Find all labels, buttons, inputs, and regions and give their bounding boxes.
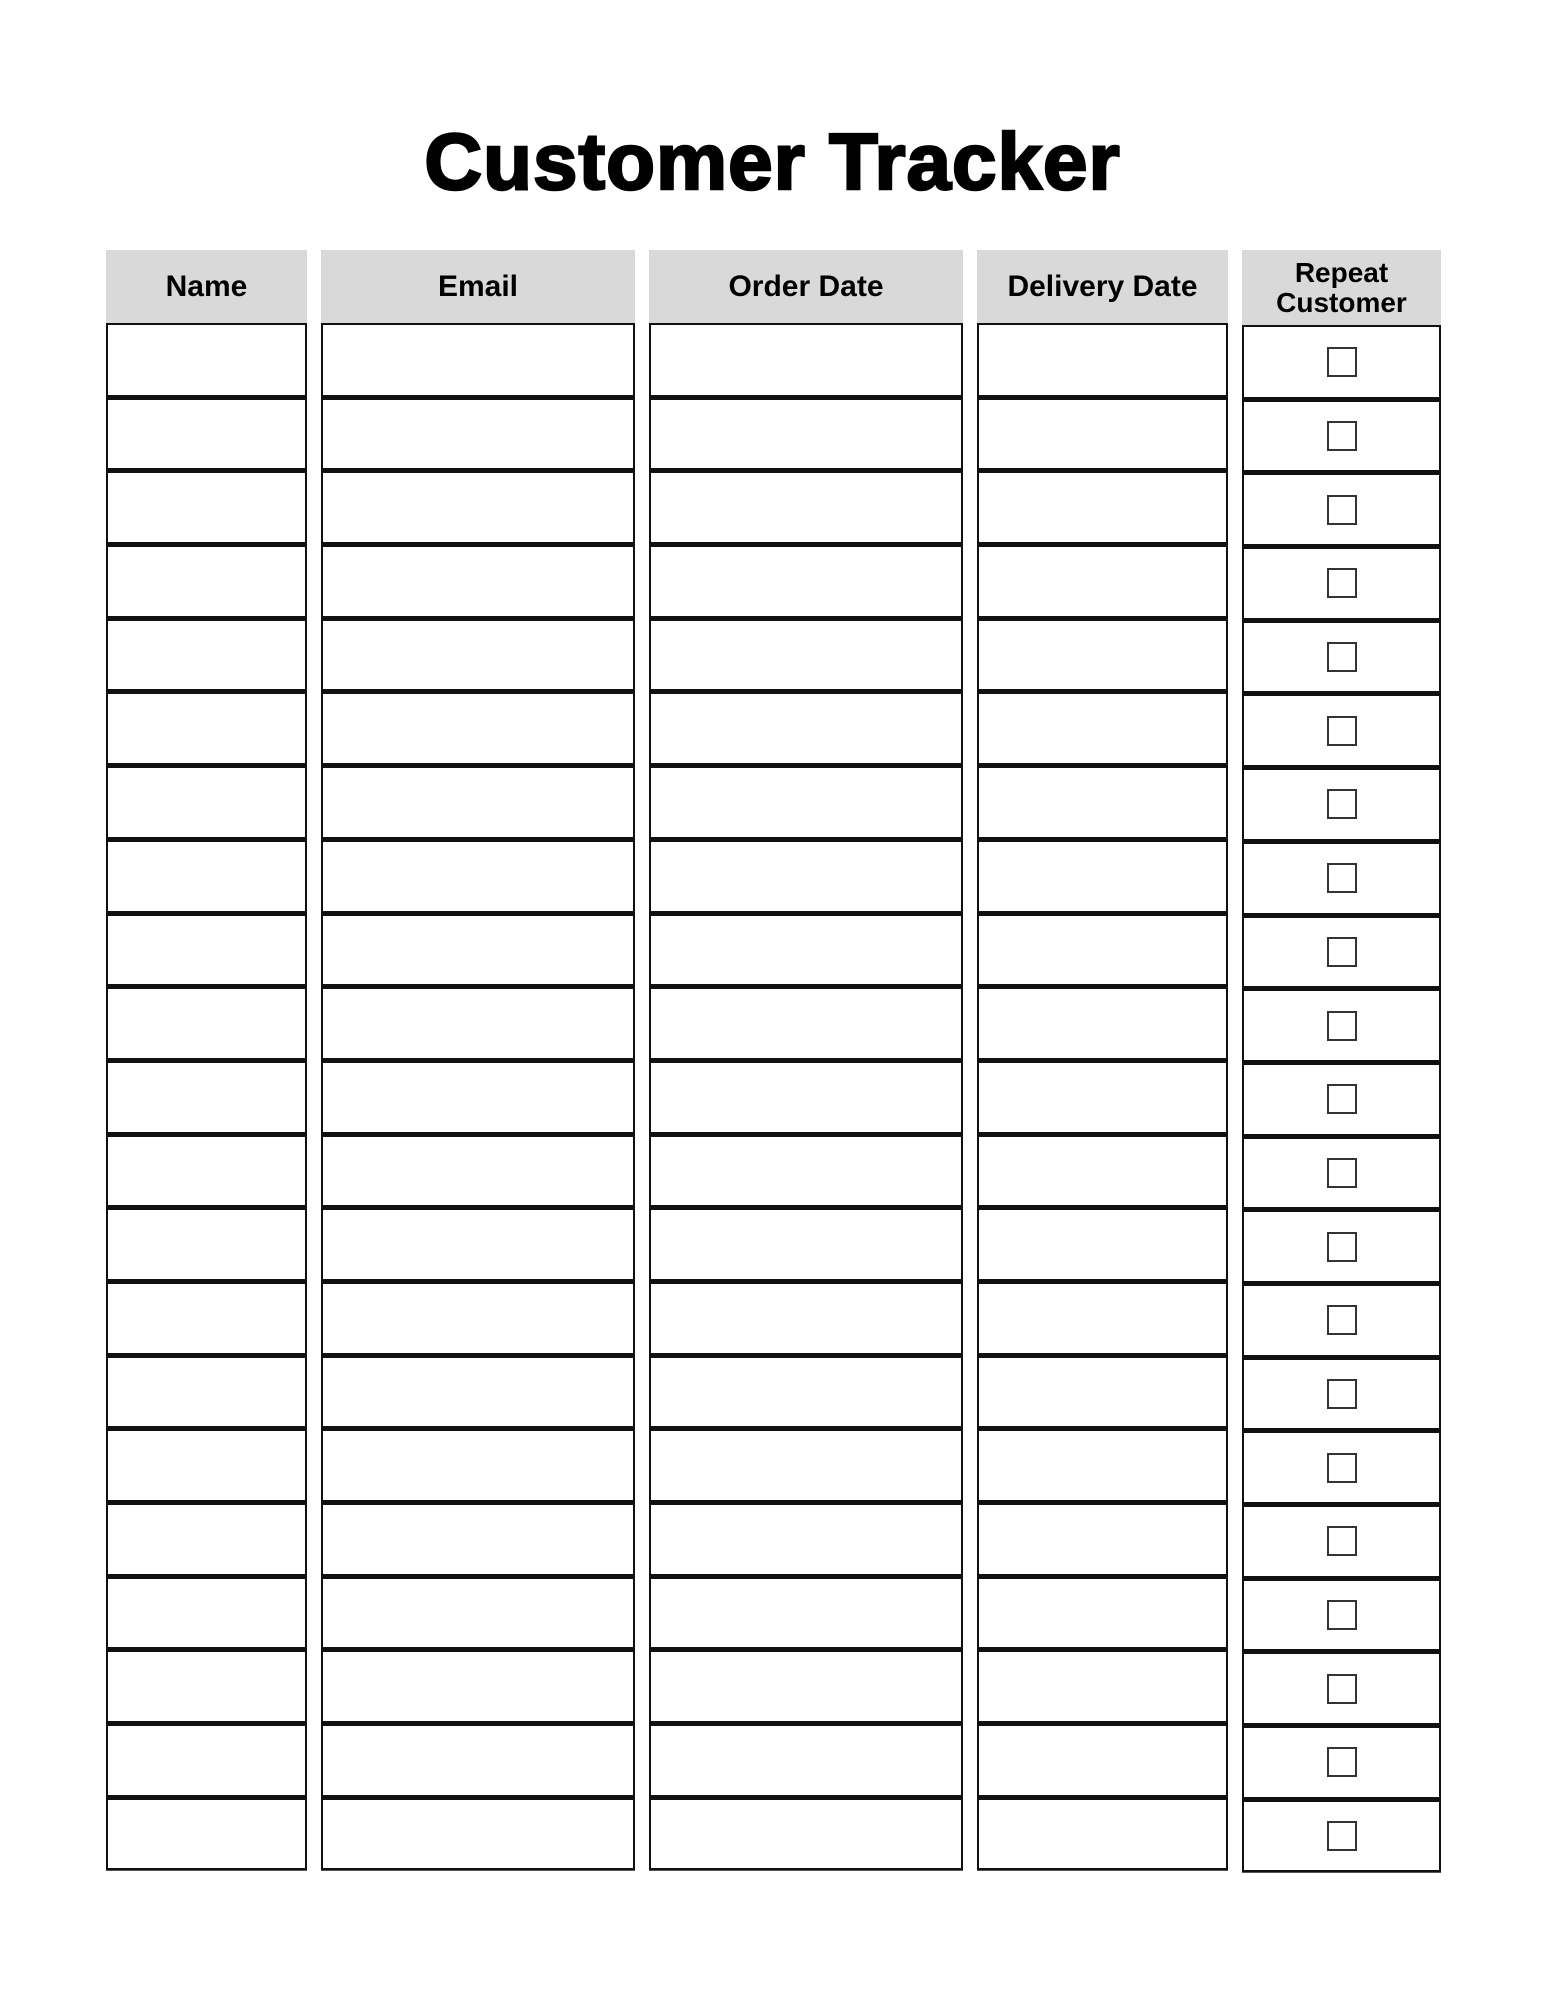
table-cell-name[interactable] — [106, 323, 307, 397]
table-cell-email[interactable] — [321, 1355, 635, 1429]
repeat-customer-checkbox-icon[interactable] — [1327, 568, 1357, 598]
table-cell-order-date[interactable] — [649, 1355, 963, 1429]
table-cell-repeat-customer — [1242, 841, 1441, 915]
table-cell-order-date[interactable] — [649, 1502, 963, 1576]
table-cell-order-date[interactable] — [649, 1134, 963, 1208]
table-cell-delivery-date[interactable] — [977, 1576, 1228, 1650]
repeat-customer-checkbox-icon[interactable] — [1327, 1379, 1357, 1409]
column-repeat-customer-cells — [1242, 325, 1441, 1872]
table-cell-email[interactable] — [321, 913, 635, 987]
table-cell-delivery-date[interactable] — [977, 1723, 1228, 1797]
table-cell-name[interactable] — [106, 1355, 307, 1429]
repeat-customer-checkbox-icon[interactable] — [1327, 495, 1357, 525]
table-cell-repeat-customer — [1242, 546, 1441, 620]
table-cell-order-date[interactable] — [649, 1576, 963, 1650]
table-cell-email[interactable] — [321, 1649, 635, 1723]
table-cell-delivery-date[interactable] — [977, 839, 1228, 913]
repeat-customer-checkbox-icon[interactable] — [1327, 642, 1357, 672]
table-cell-order-date[interactable] — [649, 691, 963, 765]
table-cell-delivery-date[interactable] — [977, 1797, 1228, 1871]
table-cell-delivery-date[interactable] — [977, 1502, 1228, 1576]
column-header-order-date: Order Date — [649, 250, 963, 323]
column-delivery-date-cells — [977, 323, 1228, 1870]
repeat-customer-checkbox-icon[interactable] — [1327, 937, 1357, 967]
table-cell-repeat-customer — [1242, 1209, 1441, 1283]
table-cell-name[interactable] — [106, 765, 307, 839]
table-cell-order-date[interactable] — [649, 323, 963, 397]
table-cell-order-date[interactable] — [649, 765, 963, 839]
table-cell-email[interactable] — [321, 1428, 635, 1502]
table-cell-repeat-customer — [1242, 988, 1441, 1062]
table-cell-delivery-date[interactable] — [977, 1134, 1228, 1208]
table-cell-repeat-customer — [1242, 1357, 1441, 1431]
column-order-date — [649, 250, 963, 1870]
table-cell-email[interactable] — [321, 1134, 635, 1208]
table-cell-delivery-date[interactable] — [977, 470, 1228, 544]
table-cell-delivery-date[interactable] — [977, 986, 1228, 1060]
table-cell-email[interactable] — [321, 1207, 635, 1281]
table-cell-delivery-date[interactable] — [977, 1428, 1228, 1502]
table-cell-repeat-customer — [1242, 1062, 1441, 1136]
table-cell-name[interactable] — [106, 1502, 307, 1576]
table-cell-delivery-date[interactable] — [977, 1060, 1228, 1134]
column-email — [321, 250, 635, 1870]
header-line-2: Customer — [1276, 286, 1407, 318]
table-cell-email[interactable] — [321, 986, 635, 1060]
table-cell-email[interactable] — [321, 1281, 635, 1355]
table-cell-order-date[interactable] — [649, 986, 963, 1060]
table-cell-name[interactable] — [106, 618, 307, 692]
table-cell-order-date[interactable] — [649, 544, 963, 618]
table-cell-delivery-date[interactable] — [977, 1281, 1228, 1355]
table-cell-delivery-date[interactable] — [977, 618, 1228, 692]
table-cell-email[interactable] — [321, 1723, 635, 1797]
table-cell-email[interactable] — [321, 1797, 635, 1871]
repeat-customer-checkbox-icon[interactable] — [1327, 1011, 1357, 1041]
table-cell-email[interactable] — [321, 470, 635, 544]
table-cell-name[interactable] — [106, 986, 307, 1060]
table-cell-name[interactable] — [106, 1649, 307, 1723]
table-cell-email[interactable] — [321, 1576, 635, 1650]
table-cell-repeat-customer — [1242, 1725, 1441, 1799]
table-cell-order-date[interactable] — [649, 470, 963, 544]
column-name — [106, 250, 307, 1870]
table-cell-repeat-customer — [1242, 325, 1441, 399]
table-cell-order-date[interactable] — [649, 1649, 963, 1723]
table-cell-name[interactable] — [106, 470, 307, 544]
column-email-cells — [321, 323, 635, 1870]
column-header-email: Email — [321, 250, 635, 323]
table-cell-name[interactable] — [106, 1281, 307, 1355]
table-cell-name[interactable] — [106, 839, 307, 913]
table-cell-name[interactable] — [106, 1428, 307, 1502]
table-cell-name[interactable] — [106, 1134, 307, 1208]
table-cell-repeat-customer — [1242, 472, 1441, 546]
page-title: Customer Tracker — [424, 117, 1121, 206]
table-cell-name[interactable] — [106, 1723, 307, 1797]
header-line-1: Repeat — [1294, 256, 1389, 288]
table-cell-delivery-date[interactable] — [977, 1207, 1228, 1281]
table-cell-order-date[interactable] — [649, 839, 963, 913]
repeat-customer-checkbox-icon[interactable] — [1327, 1305, 1357, 1335]
repeat-customer-checkbox-icon[interactable] — [1327, 1526, 1357, 1556]
table-cell-name[interactable] — [106, 913, 307, 987]
column-repeat-customer — [1242, 250, 1441, 1872]
column-order-date-cells — [649, 323, 963, 1870]
table-cell-delivery-date[interactable] — [977, 765, 1228, 839]
repeat-customer-checkbox-icon[interactable] — [1327, 716, 1357, 746]
table-cell-repeat-customer — [1242, 620, 1441, 694]
table-cell-email[interactable] — [321, 839, 635, 913]
table-cell-delivery-date[interactable] — [977, 913, 1228, 987]
table-cell-repeat-customer — [1242, 1578, 1441, 1652]
column-delivery-date — [977, 250, 1228, 1870]
table-cell-email[interactable] — [321, 765, 635, 839]
table-cell-email[interactable] — [321, 1502, 635, 1576]
table-cell-delivery-date[interactable] — [977, 397, 1228, 471]
table-cell-name[interactable] — [106, 1576, 307, 1650]
repeat-customer-checkbox-icon[interactable] — [1327, 1084, 1357, 1114]
table-cell-repeat-customer — [1242, 1430, 1441, 1504]
column-header-name: Name — [106, 250, 307, 323]
table-cell-order-date[interactable] — [649, 1797, 963, 1871]
table-cell-order-date[interactable] — [649, 1428, 963, 1502]
table-cell-delivery-date[interactable] — [977, 544, 1228, 618]
table-cell-email[interactable] — [321, 618, 635, 692]
table-cell-repeat-customer — [1242, 1651, 1441, 1725]
column-header-repeat-customer — [1242, 250, 1441, 325]
repeat-customer-checkbox-icon[interactable] — [1327, 347, 1357, 377]
column-name-cells — [106, 323, 307, 1870]
repeat-customer-checkbox-icon[interactable] — [1327, 1232, 1357, 1262]
repeat-customer-checkbox-icon[interactable] — [1327, 863, 1357, 893]
table-cell-email[interactable] — [321, 397, 635, 471]
table-cell-email[interactable] — [321, 544, 635, 618]
table-cell-order-date[interactable] — [649, 618, 963, 692]
table-cell-repeat-customer — [1242, 399, 1441, 473]
table-cell-repeat-customer — [1242, 1504, 1441, 1578]
repeat-customer-checkbox-icon[interactable] — [1327, 421, 1357, 451]
table-cell-name[interactable] — [106, 1207, 307, 1281]
table-cell-name[interactable] — [106, 544, 307, 618]
repeat-customer-checkbox-icon[interactable] — [1327, 1674, 1357, 1704]
table-cell-repeat-customer — [1242, 915, 1441, 989]
column-header-delivery-date: Delivery Date — [977, 250, 1228, 323]
table-cell-email[interactable] — [321, 323, 635, 397]
table-cell-name[interactable] — [106, 1797, 307, 1871]
repeat-customer-checkbox-icon[interactable] — [1327, 1821, 1357, 1851]
table-cell-order-date[interactable] — [649, 397, 963, 471]
table-cell-delivery-date[interactable] — [977, 1649, 1228, 1723]
table-cell-delivery-date[interactable] — [977, 1355, 1228, 1429]
table-cell-order-date[interactable] — [649, 1281, 963, 1355]
table-cell-repeat-customer — [1242, 1283, 1441, 1357]
table-cell-order-date[interactable] — [649, 1723, 963, 1797]
table-cell-repeat-customer — [1242, 693, 1441, 767]
table-cell-order-date[interactable] — [649, 1207, 963, 1281]
table-cell-name[interactable] — [106, 691, 307, 765]
table-cell-repeat-customer — [1242, 767, 1441, 841]
table-cell-delivery-date[interactable] — [977, 691, 1228, 765]
repeat-customer-checkbox-icon[interactable] — [1327, 1600, 1357, 1630]
table-cell-email[interactable] — [321, 691, 635, 765]
table-cell-email[interactable] — [321, 1060, 635, 1134]
repeat-customer-checkbox-icon[interactable] — [1327, 1158, 1357, 1188]
repeat-customer-checkbox-icon[interactable] — [1327, 1747, 1357, 1777]
table-cell-order-date[interactable] — [649, 1060, 963, 1134]
table-cell-repeat-customer — [1242, 1799, 1441, 1873]
table-cell-order-date[interactable] — [649, 913, 963, 987]
table-cell-name[interactable] — [106, 1060, 307, 1134]
repeat-customer-checkbox-icon[interactable] — [1327, 1453, 1357, 1483]
table-cell-delivery-date[interactable] — [977, 323, 1228, 397]
table-cell-name[interactable] — [106, 397, 307, 471]
table-cell-repeat-customer — [1242, 1136, 1441, 1210]
repeat-customer-checkbox-icon[interactable] — [1327, 789, 1357, 819]
